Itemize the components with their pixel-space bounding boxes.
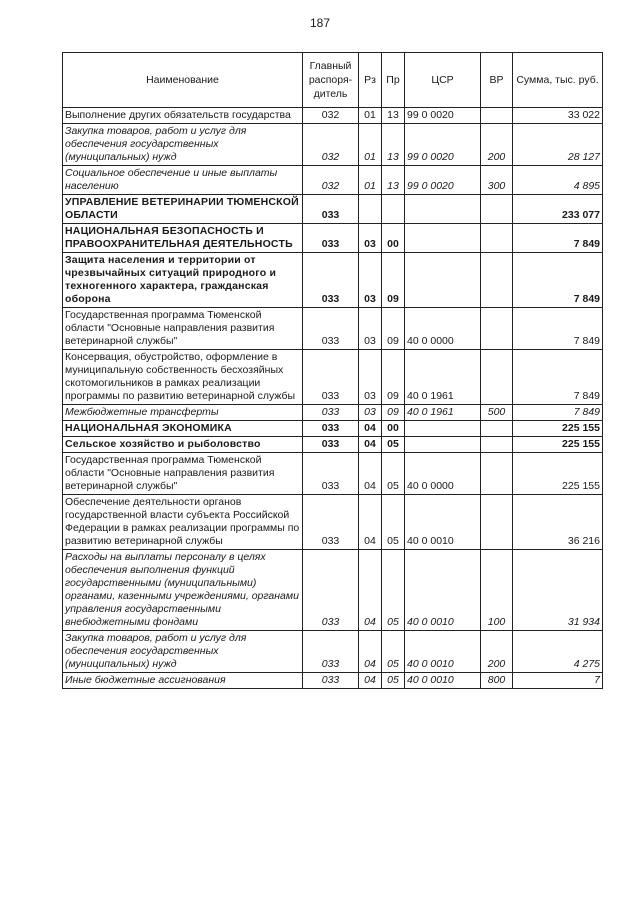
cell-name: Иные бюджетные ассигнования xyxy=(63,673,303,689)
cell-sum: 36 216 xyxy=(513,495,603,550)
table-row xyxy=(63,453,603,495)
cell-csr: 40 0 1961 xyxy=(405,405,481,421)
cell-csr xyxy=(405,195,481,224)
cell-pr: 05 xyxy=(382,673,405,689)
cell-glav: 033 xyxy=(303,550,359,631)
cell-pr: 05 xyxy=(382,437,405,453)
cell-glav: 033 xyxy=(303,631,359,673)
cell-vr xyxy=(481,224,513,253)
cell-glav: 033 xyxy=(303,308,359,350)
cell-vr xyxy=(481,437,513,453)
cell-pr: 00 xyxy=(382,224,405,253)
cell-csr: 40 0 0010 xyxy=(405,495,481,550)
cell-csr: 40 0 0000 xyxy=(405,453,481,495)
cell-glav: 033 xyxy=(303,405,359,421)
cell-rz: 03 xyxy=(359,405,382,421)
cell-glav: 033 xyxy=(303,421,359,437)
cell-rz: 03 xyxy=(359,308,382,350)
cell-csr xyxy=(405,437,481,453)
cell-vr xyxy=(481,308,513,350)
cell-rz: 04 xyxy=(359,421,382,437)
cell-vr xyxy=(481,108,513,124)
cell-pr: 00 xyxy=(382,421,405,437)
table-row xyxy=(63,673,603,689)
cell-sum: 7 849 xyxy=(513,253,603,308)
cell-vr xyxy=(481,253,513,308)
table-row xyxy=(63,421,603,437)
cell-sum: 7 849 xyxy=(513,308,603,350)
cell-csr xyxy=(405,224,481,253)
table-row xyxy=(63,253,603,308)
cell-sum: 225 155 xyxy=(513,453,603,495)
cell-vr: 100 xyxy=(481,550,513,631)
cell-sum: 4 895 xyxy=(513,166,603,195)
table-row xyxy=(63,495,603,550)
cell-csr: 40 0 0010 xyxy=(405,631,481,673)
cell-glav: 032 xyxy=(303,166,359,195)
cell-csr: 99 0 0020 xyxy=(405,124,481,166)
cell-rz: 04 xyxy=(359,437,382,453)
cell-name: Государственная программа Тюменской области "Основные направления развития ветеринарной службы" xyxy=(63,453,303,495)
header-rz: Рз xyxy=(359,53,382,108)
cell-glav: 033 xyxy=(303,495,359,550)
cell-rz: 04 xyxy=(359,631,382,673)
cell-name: Консервация, обустройство, оформление в муниципальную собственность бесхозяйных скотомогильников в рамках реализации программы по развитию ветеринарной службы xyxy=(63,350,303,405)
cell-vr: 300 xyxy=(481,166,513,195)
page-number: 187 xyxy=(309,16,331,30)
cell-rz: 01 xyxy=(359,166,382,195)
cell-vr: 200 xyxy=(481,631,513,673)
cell-glav: 032 xyxy=(303,108,359,124)
cell-rz: 04 xyxy=(359,495,382,550)
cell-name: Межбюджетные трансферты xyxy=(63,405,303,421)
table-row xyxy=(63,405,603,421)
cell-vr xyxy=(481,495,513,550)
cell-name: Сельское хозяйство и рыболовство xyxy=(63,437,303,453)
header-pr: Пр xyxy=(382,53,405,108)
cell-rz: 04 xyxy=(359,453,382,495)
cell-glav: 033 xyxy=(303,673,359,689)
cell-sum: 225 155 xyxy=(513,437,603,453)
budget-table xyxy=(62,52,603,689)
cell-vr: 800 xyxy=(481,673,513,689)
cell-csr xyxy=(405,253,481,308)
cell-pr: 09 xyxy=(382,350,405,405)
cell-sum: 31 934 xyxy=(513,550,603,631)
cell-vr xyxy=(481,195,513,224)
table-row xyxy=(63,195,603,224)
cell-sum: 28 127 xyxy=(513,124,603,166)
cell-sum: 7 849 xyxy=(513,350,603,405)
cell-name: Выполнение других обязательств государства xyxy=(63,108,303,124)
header-sum: Сумма, тыс. руб. xyxy=(513,53,603,108)
table-row xyxy=(63,166,603,195)
cell-csr: 40 0 0000 xyxy=(405,308,481,350)
table-row xyxy=(63,350,603,405)
cell-name: НАЦИОНАЛЬНАЯ ЭКОНОМИКА xyxy=(63,421,303,437)
cell-pr: 05 xyxy=(382,495,405,550)
table-body xyxy=(63,108,603,689)
cell-rz: 01 xyxy=(359,108,382,124)
cell-sum: 33 022 xyxy=(513,108,603,124)
cell-sum: 4 275 xyxy=(513,631,603,673)
cell-glav: 033 xyxy=(303,224,359,253)
table-row xyxy=(63,437,603,453)
cell-rz: 03 xyxy=(359,224,382,253)
table-row xyxy=(63,550,603,631)
cell-glav: 033 xyxy=(303,195,359,224)
cell-sum: 7 849 xyxy=(513,405,603,421)
cell-vr: 500 xyxy=(481,405,513,421)
cell-rz: 04 xyxy=(359,673,382,689)
cell-csr: 99 0 0020 xyxy=(405,166,481,195)
cell-vr xyxy=(481,421,513,437)
cell-csr xyxy=(405,421,481,437)
cell-sum: 7 849 xyxy=(513,224,603,253)
cell-pr: 13 xyxy=(382,108,405,124)
cell-glav: 033 xyxy=(303,453,359,495)
budget-table-container xyxy=(62,52,602,689)
table-row xyxy=(63,308,603,350)
cell-vr xyxy=(481,350,513,405)
cell-name: Государственная программа Тюменской области "Основные направления развития ветеринарной службы" xyxy=(63,308,303,350)
cell-pr: 09 xyxy=(382,405,405,421)
cell-rz xyxy=(359,195,382,224)
cell-rz: 01 xyxy=(359,124,382,166)
cell-rz: 03 xyxy=(359,350,382,405)
cell-name: НАЦИОНАЛЬНАЯ БЕЗОПАСНОСТЬ И ПРАВООХРАНИТЕЛЬНАЯ ДЕЯТЕЛЬНОСТЬ xyxy=(63,224,303,253)
cell-name: Закупка товаров, работ и услуг для обеспечения государственных (муниципальных) нужд xyxy=(63,124,303,166)
cell-sum: 225 155 xyxy=(513,421,603,437)
cell-vr: 200 xyxy=(481,124,513,166)
cell-vr xyxy=(481,453,513,495)
cell-csr: 40 0 0010 xyxy=(405,550,481,631)
cell-sum: 7 xyxy=(513,673,603,689)
cell-name: Защита населения и территории от чрезвычайных ситуаций природного и техногенного характера, гражданская оборона xyxy=(63,253,303,308)
cell-pr: 13 xyxy=(382,124,405,166)
header-csr: ЦСР xyxy=(405,53,481,108)
cell-csr: 40 0 1961 xyxy=(405,350,481,405)
cell-glav: 033 xyxy=(303,253,359,308)
cell-pr: 09 xyxy=(382,308,405,350)
cell-name: Закупка товаров, работ и услуг для обеспечения государственных (муниципальных) нужд xyxy=(63,631,303,673)
table-row xyxy=(63,124,603,166)
cell-glav: 032 xyxy=(303,124,359,166)
header-glav: Главный распоря-дитель xyxy=(303,53,359,108)
table-row xyxy=(63,631,603,673)
cell-pr: 05 xyxy=(382,453,405,495)
cell-csr: 40 0 0010 xyxy=(405,673,481,689)
cell-pr: 13 xyxy=(382,166,405,195)
header-name: Наименование xyxy=(63,53,303,108)
cell-pr xyxy=(382,195,405,224)
cell-name: Обеспечение деятельности органов государственной власти субъекта Российской Федерации в рамках реализации программы по развитию ветеринарной службы xyxy=(63,495,303,550)
cell-name: Расходы на выплаты персоналу в целях обеспечения выполнения функций государственными (муниципальными) органами, казенными учреждениями, органами управления государственными внебюджетными фондами xyxy=(63,550,303,631)
cell-glav: 033 xyxy=(303,437,359,453)
cell-name: УПРАВЛЕНИЕ ВЕТЕРИНАРИИ ТЮМЕНСКОЙ ОБЛАСТИ xyxy=(63,195,303,224)
table-row xyxy=(63,224,603,253)
cell-pr: 09 xyxy=(382,253,405,308)
cell-glav: 033 xyxy=(303,350,359,405)
cell-csr: 99 0 0020 xyxy=(405,108,481,124)
cell-rz: 04 xyxy=(359,550,382,631)
cell-name: Социальное обеспечение и иные выплаты населению xyxy=(63,166,303,195)
table-row xyxy=(63,108,603,124)
header-vr: ВР xyxy=(481,53,513,108)
table-header-row xyxy=(63,53,603,108)
cell-rz: 03 xyxy=(359,253,382,308)
cell-sum: 233 077 xyxy=(513,195,603,224)
cell-pr: 05 xyxy=(382,631,405,673)
cell-pr: 05 xyxy=(382,550,405,631)
